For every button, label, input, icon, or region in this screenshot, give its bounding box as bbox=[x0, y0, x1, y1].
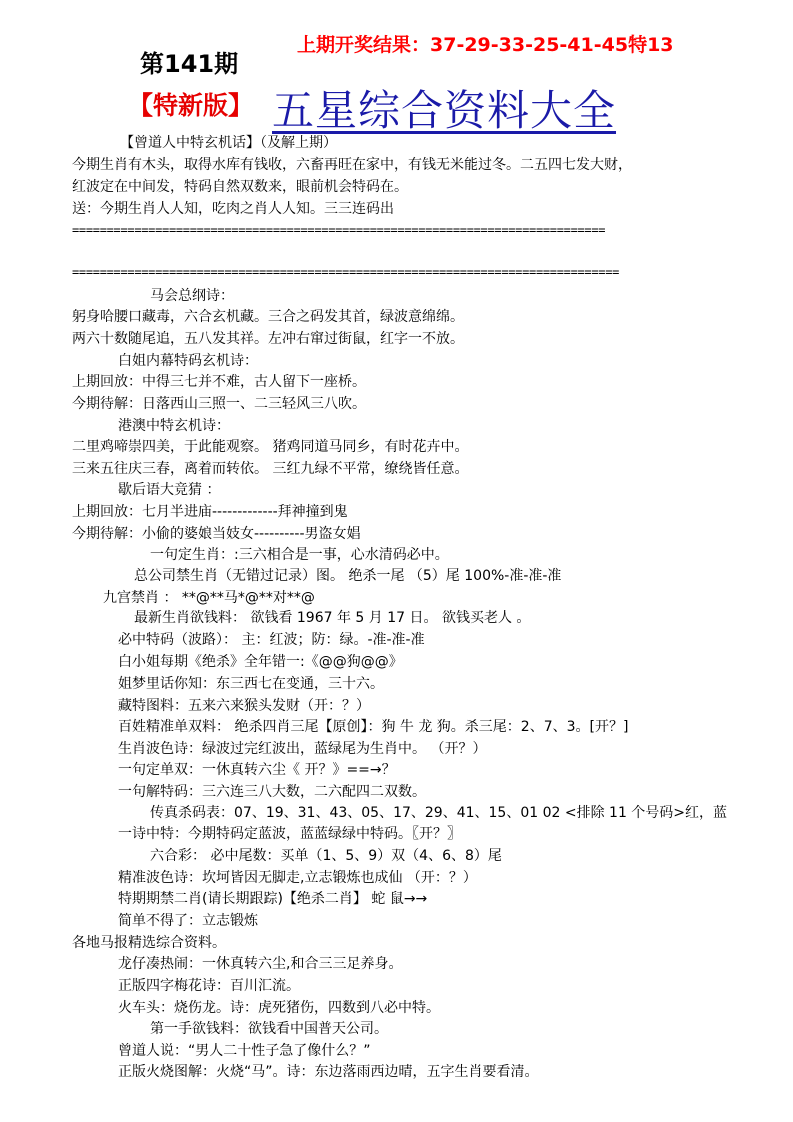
text-line: 百姓精准单双料： 绝杀四肖三尾【原创】：狗 牛 龙 狗。杀三尾：2、7、3。[开？] bbox=[118, 719, 629, 735]
last-draw-result: 上期开奖结果：37-29-33-25-41-45特13 bbox=[297, 34, 674, 56]
text-line: 传真杀码表：07、19、31、43、05、17、29、41、15、01 02 <排除 11 个号码>红，蓝 bbox=[150, 805, 728, 821]
issue-number: 第141期 bbox=[140, 50, 239, 78]
text-line: 简单不得了：立志锻炼 bbox=[118, 913, 258, 929]
text-line: 特期期禁二肖(请长期跟踪)【绝杀二肖】 蛇 鼠→→ bbox=[118, 891, 428, 907]
text-line: 曾道人说：“男人二十性子急了像什么？” bbox=[118, 1043, 371, 1059]
text-line: 最新生肖欲钱料： 欲钱看 1967 年 5 月 17 日。 欲钱买老人 。 bbox=[134, 610, 531, 626]
section-heading: 各地马报精选综合资料。 bbox=[72, 935, 226, 951]
text-line: 龙仔凑热闹：一休真转六尘,和合三三足养身。 bbox=[118, 956, 403, 972]
text-line: 今期待解：小偷的婆娘当妓女----------男盗女娼 bbox=[72, 526, 361, 542]
text-line: 生肖波色诗：绿波过完红波出，蓝绿尾为生肖中。 （开？） bbox=[118, 741, 487, 757]
text-line: 正版四字梅花诗：百川汇流。 bbox=[118, 978, 300, 994]
separator-line: =============================================================================== bbox=[72, 265, 620, 279]
text-line: 火车头：烧伤龙。诗：虎死猪伤，四数到八必中特。 bbox=[118, 1000, 440, 1016]
page-title: 五星综合资料大全 bbox=[272, 86, 617, 135]
text-line: 一句定生肖：:三六相合是一事，心水清码必中。 bbox=[150, 547, 449, 563]
text-line: 必中特码（波路）： 主：红波；防：绿。-准-准-准 bbox=[118, 632, 425, 648]
section-heading: 白姐内幕特码玄机诗： bbox=[118, 353, 258, 369]
text-line: 今期生肖有木头，取得水库有钱收，六畜再旺在家中，有钱无米能过冬。二五四七发大财， bbox=[72, 157, 632, 173]
text-line: 【曾道人中特玄机话】（及解上期） bbox=[120, 135, 337, 151]
text-line: 送：今期生肖人人知，吃肉之肖人人知。三三连码出 bbox=[72, 201, 394, 217]
section-heading: 歇后语大竞猜 ： bbox=[118, 482, 221, 498]
text-line: 白小姐每期《绝杀》全年错一:《@@狗@@》 bbox=[118, 654, 403, 670]
text-line: 一句定单双：一休真转六尘《 开？》==→？ bbox=[118, 762, 396, 778]
section-heading: 马会总纲诗： bbox=[150, 288, 234, 304]
text-line: 今期待解：日落西山三照一、二三轻风三八吹。 bbox=[72, 396, 366, 412]
text-line: 一诗中特：今期特码定蓝波，蓝蓝绿绿中特码。〖开？〗 bbox=[118, 826, 461, 842]
text-line: 红波定在中间发，特码自然双数来，眼前机会特码在。 bbox=[72, 179, 408, 195]
separator-line: ============================================================================= bbox=[72, 223, 606, 237]
text-line: 二里鸡啼崇四美，于此能观察。 猪鸡同道马同乡，有时花卉中。 bbox=[72, 439, 469, 455]
text-line: 六合彩： 必中尾数：买单（1、5、9）双（4、6、8）尾 bbox=[150, 848, 502, 864]
text-line: 三来五往庆三春，离着而转依。 三红九绿不平常，缭绕皆任意。 bbox=[72, 461, 469, 477]
text-line: 两六十数随尾追，五八发其祥。左冲右窜过街鼠，红字一不放。 bbox=[72, 331, 464, 347]
text-line: 上期回放：七月半进庙-------------拜神撞到鬼 bbox=[72, 504, 348, 520]
text-line: 姐梦里话你知：东三西七在变通，三十六。 bbox=[118, 676, 384, 692]
edition-label: 【特新版】 bbox=[128, 91, 254, 120]
text-line: 精准波色诗：坎坷皆因无脚走,立志锻炼也成仙 （开：？） bbox=[118, 870, 477, 886]
text-line: 九宫禁肖 ： **@**马*@**对**@ bbox=[103, 590, 315, 606]
section-heading: 港澳中特玄机诗： bbox=[118, 418, 230, 434]
text-line: 第一手欲钱料：欲钱看中国普天公司。 bbox=[150, 1021, 388, 1037]
text-line: 躬身哈腰口藏毒，六合玄机藏。三合之码发其首，绿波意绵绵。 bbox=[72, 309, 464, 325]
text-line: 一句解特码：三六连三八大数，二六配四二双数。 bbox=[118, 784, 426, 800]
text-line: 上期回放：中得三七并不难，古人留下一座桥。 bbox=[72, 374, 366, 390]
text-line: 总公司禁生肖（无错过记录）图。 绝杀一尾 （5）尾 100%-准-准-准 bbox=[134, 568, 562, 584]
text-line: 正版火烧图解：火烧“马”。诗：东边落雨西边晴，五字生肖要看清。 bbox=[118, 1064, 539, 1080]
text-line: 藏特图料：五来六来猴头发财（开：？） bbox=[118, 698, 370, 714]
